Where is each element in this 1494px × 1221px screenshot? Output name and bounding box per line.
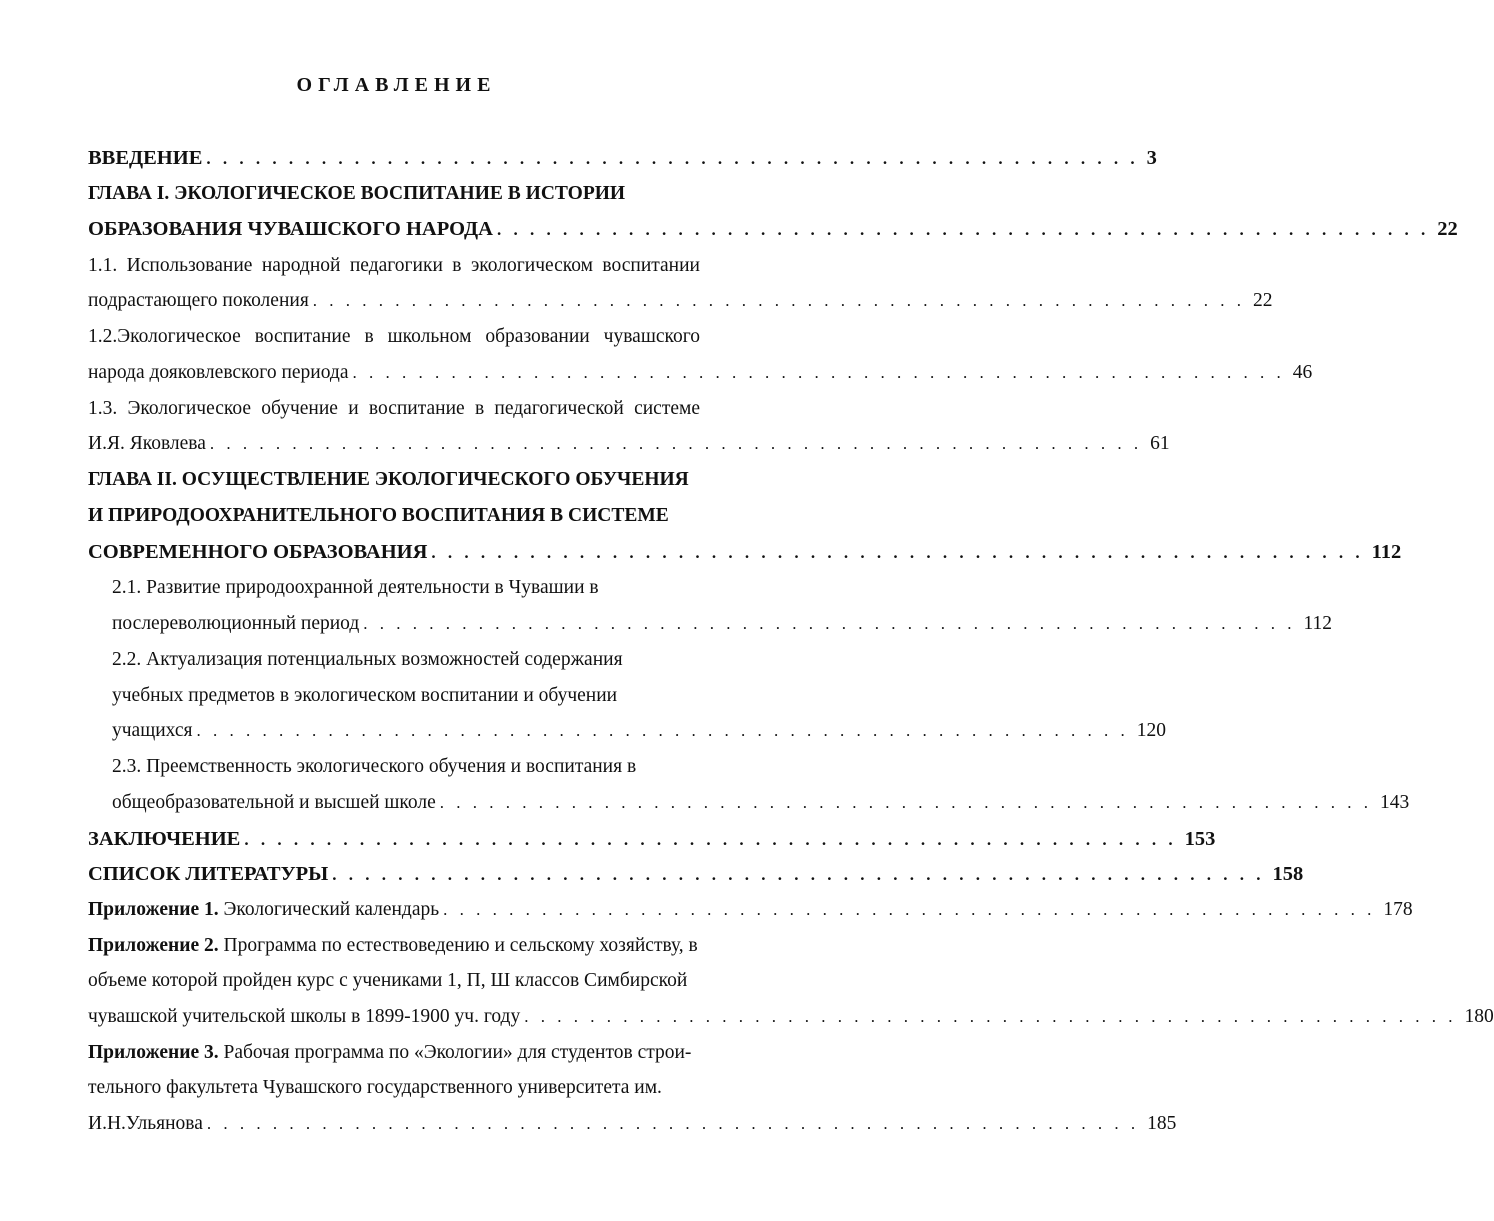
entry-label: подрастающего поколения (88, 290, 309, 311)
dot-leader: . . . . . . . . . . . . . . . . . . . . . . . . . . . . . . . . . . . . . . . . . . . . . . . . . . . . . . . . . (206, 149, 1139, 168)
dot-leader: . . . . . . . . . . . . . . . . . . . . . . . . . . . . . . . . . . . . . . . . . . . . . . . . . . . . . . . . . (363, 614, 1296, 633)
dot-leader: . . . . . . . . . . . . . . . . . . . . . . . . . . . . . . . . . . . . . . . . . . . . . . . . . . . . . . . . . (524, 1007, 1457, 1026)
dot-leader: . . . . . . . . . . . . . . . . . . . . . . . . . . . . . . . . . . . . . . . . . . . . . . . . . . . . . . . . . (206, 1114, 1140, 1133)
app2-line1 (88, 934, 698, 958)
chapter1-line1: ГЛАВА I. ЭКОЛОГИЧЕСКОЕ ВОСПИТАНИЕ В ИСТОРИИ (88, 183, 626, 204)
dot-leader: . . . . . . . . . . . . . . . . . . . . . . . . . . . . . . . . . . . . . . . . . . . . . . . . . . . . . . . . . (244, 830, 1177, 849)
toc-entry-references[interactable] (88, 862, 1304, 887)
app2-line2: объеме которой пройден курс с учениками 1, П, Ш классов Симбирской (88, 970, 688, 991)
dot-leader: . . . . . . . . . . . . . . . . . . . . . . . . . . . . . . . . . . . . . . . . . . . . . . . . . . . . . . . . . (196, 721, 1129, 740)
toc-entry-2-3[interactable] (112, 791, 1410, 815)
dot-leader: . . . . . . . . . . . . . . . . . . . . . . . . . . . . . . . . . . . . . . . . . . . . . . . . . . . . . . . . . (439, 793, 1373, 812)
dot-leader: . . . . . . . . . . . . . . . . . . . . . . . . . . . . . . . . . . . . . . . . . . . . . . . . . . . . . . . . . (209, 434, 1143, 453)
toc-entry-appendix2[interactable] (88, 1005, 1494, 1029)
dot-leader: . . . . . . . . . . . . . . . . . . . . . . . . . . . . . . . . . . . . . . . . . . . . . . . . . . . . . . . . . (352, 363, 1285, 382)
s12-line1: 1.2.Экологическое воспитание в школьном образовании чувашского (88, 326, 700, 347)
entry-label: СПИСОК ЛИТЕРАТУРЫ (88, 863, 329, 885)
page-number: 46 (1292, 362, 1313, 383)
toc-entry-chapter1[interactable] (88, 217, 1458, 242)
entry-label: СОВРЕМЕННОГО ОБРАЗОВАНИЯ (88, 541, 428, 563)
entry-label: общеобразовательной и высшей школе (112, 792, 436, 813)
page-number: 3 (1146, 147, 1157, 169)
appendix-title: Рабочая программа по «Экологии» для студентов строи- (218, 1042, 692, 1063)
page-number: 112 (1303, 613, 1333, 634)
toc-entry-2-2[interactable] (112, 719, 1166, 743)
entry-label: ЗАКЛЮЧЕНИЕ (88, 828, 241, 850)
page-number: 22 (1437, 218, 1458, 240)
s13-line1: 1.3. Экологическое обучение и воспитание в педагогической системе (88, 398, 700, 419)
page-number: 112 (1371, 541, 1402, 563)
s22-line1: 2.2. Актуализация потенциальных возможностей содержания (112, 649, 623, 670)
entry-label: народа дояковлевского периода (88, 362, 349, 383)
page-number: 143 (1380, 792, 1410, 813)
toc-entry-appendix1[interactable] (88, 898, 1413, 922)
entry-label: учащихся (112, 720, 193, 741)
s21-line1: 2.1. Развитие природоохранной деятельности в Чувашии в (112, 577, 599, 598)
toc-entry-chapter2[interactable] (88, 540, 1402, 565)
appendix-label: Приложение 1. (88, 899, 219, 920)
toc-entry-1-1[interactable] (88, 289, 1273, 313)
entry-label: послереволюционный период (112, 613, 360, 634)
appendix-label: Приложение 3. (88, 1042, 219, 1063)
chapter2-line1: ГЛАВА II. ОСУЩЕСТВЛЕНИЕ ЭКОЛОГИЧЕСКОГО ОБУЧЕНИЯ (88, 469, 689, 490)
toc-entry-1-3[interactable] (88, 432, 1170, 456)
page-number: 158 (1272, 863, 1304, 885)
dot-leader: . . . . . . . . . . . . . . . . . . . . . . . . . . . . . . . . . . . . . . . . . . . . . . . . . . . . . . . . . (496, 220, 1430, 239)
page-number: 153 (1184, 828, 1216, 850)
toc-entry-appendix3[interactable] (88, 1112, 1177, 1136)
s22-line2: учебных предметов в экологическом воспитании и обучении (112, 685, 618, 706)
page-number: 61 (1150, 433, 1170, 454)
page-number: 120 (1136, 720, 1166, 741)
dot-leader: . . . . . . . . . . . . . . . . . . . . . . . . . . . . . . . . . . . . . . . . . . . . . . . . . . . . . . . . . (443, 900, 1376, 919)
appendix-title: Программа по естествоведению и сельскому хозяйству, в (218, 935, 698, 956)
entry-label: ОБРАЗОВАНИЯ ЧУВАШСКОГО НАРОДА (88, 218, 493, 240)
appendix-title: Экологический календарь (218, 899, 440, 920)
appendix-label: Приложение 2. (88, 935, 219, 956)
page-title: ОГЛАВЛЕНИЕ (296, 74, 497, 96)
toc-entry-1-2[interactable] (88, 361, 1313, 385)
toc-entry-intro[interactable] (88, 146, 1157, 171)
page-number: 22 (1253, 290, 1273, 311)
entry-label (88, 898, 439, 922)
app3-line2: тельного факультета Чувашского государственного университета им. (88, 1077, 662, 1098)
page-number: 185 (1147, 1113, 1177, 1134)
app3-line1 (88, 1041, 691, 1065)
page-number: 178 (1383, 899, 1413, 920)
chapter2-line2: И ПРИРОДООХРАНИТЕЛЬНОГО ВОСПИТАНИЯ В СИСТЕМЕ (88, 505, 669, 526)
entry-label: И.Я. Яковлева (88, 433, 206, 454)
entry-label: И.Н.Ульянова (88, 1113, 203, 1134)
toc-entry-2-1[interactable] (112, 612, 1333, 636)
toc-entry-conclusion[interactable] (88, 827, 1216, 852)
dot-leader: . . . . . . . . . . . . . . . . . . . . . . . . . . . . . . . . . . . . . . . . . . . . . . . . . . . . . . . . . (332, 865, 1265, 884)
page-number: 180 (1464, 1006, 1494, 1027)
entry-label: ВВЕДЕНИЕ (88, 147, 203, 169)
dot-leader: . . . . . . . . . . . . . . . . . . . . . . . . . . . . . . . . . . . . . . . . . . . . . . . . . . . . . . . . . (312, 291, 1246, 310)
entry-label: чувашской учительской школы в 1899-1900 уч. году (88, 1006, 521, 1027)
s11-line1: 1.1. Использование народной педагогики в экологическом воспитании (88, 255, 700, 276)
dot-leader: . . . . . . . . . . . . . . . . . . . . . . . . . . . . . . . . . . . . . . . . . . . . . . . . . . . . . . . . . (431, 543, 1364, 562)
s23-line1: 2.3. Преемственность экологического обучения и воспитания в (112, 756, 637, 777)
